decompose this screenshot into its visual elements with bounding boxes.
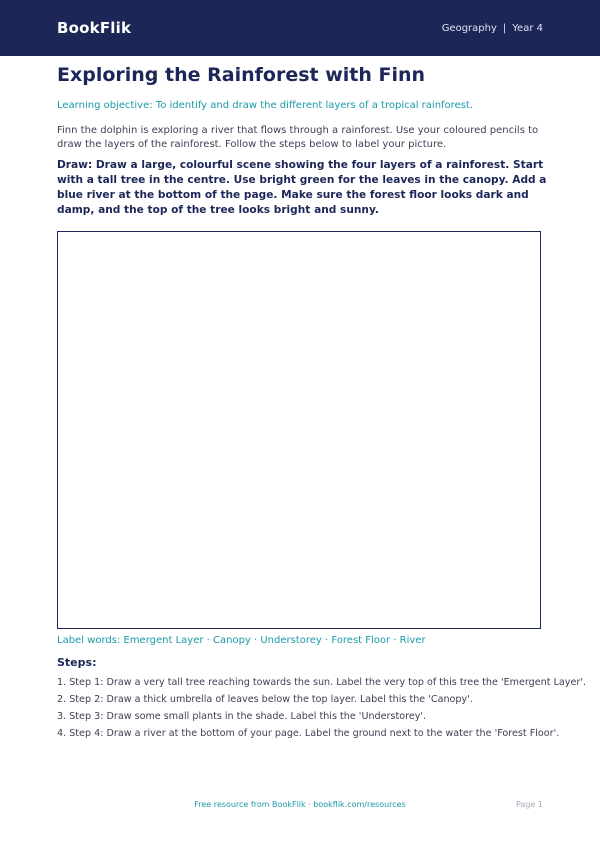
learning-objective: Learning objective: To identify and draw the different layers of a tropical rainforest. — [57, 100, 474, 111]
step-item: 3. Step 3: Draw some small plants in the shade. Label this the 'Understorey'. — [57, 711, 427, 722]
page-footer — [0, 800, 600, 814]
steps-list — [57, 674, 587, 742]
step-item: 1. Step 1: Draw a very tall tree reaching towards the sun. Label the very top of this tree the 'Emergent Layer'. — [57, 677, 587, 688]
subject-label: Geography — [441, 22, 497, 34]
page-number: Page 1 — [516, 800, 543, 809]
brand-logo: BookFlik — [57, 19, 132, 37]
page-header — [0, 0, 600, 56]
draw-instruction: Draw: Draw a large, colourful scene showing the four layers of a rainforest. Start with a tall tree in the centre. Use bright green for the leaves in the canopy. Add a blue river at the bottom of the page. Make sure the forest floor looks dark and damp, and the top of the tree looks bright and sunny. — [57, 159, 547, 216]
step-item: 4. Step 4: Draw a river at the bottom of your page. Label the ground next to the water the 'Forest Floor'. — [57, 728, 560, 739]
header-separator: | — [502, 22, 507, 34]
step-item: 2. Step 2: Draw a thick umbrella of leaves below the top layer. Label this the 'Canopy'. — [57, 694, 473, 705]
year-label: Year 4 — [512, 22, 543, 34]
page-title: Exploring the Rainforest with Finn — [57, 64, 426, 86]
steps-heading: Steps: — [57, 656, 97, 669]
label-words: Label words: Emergent Layer · Canopy · Understorey · Forest Floor · River — [57, 635, 426, 646]
intro-paragraph: Finn the dolphin is exploring a river that flows through a rainforest. Use your coloured pencils to draw the layers of the rainforest. Follow the steps below to label your picture. — [57, 125, 539, 150]
drawing-area[interactable] — [57, 231, 541, 629]
footer-credit: Free resource from BookFlik · bookflik.com/resources — [194, 800, 406, 809]
header-meta — [442, 23, 543, 34]
